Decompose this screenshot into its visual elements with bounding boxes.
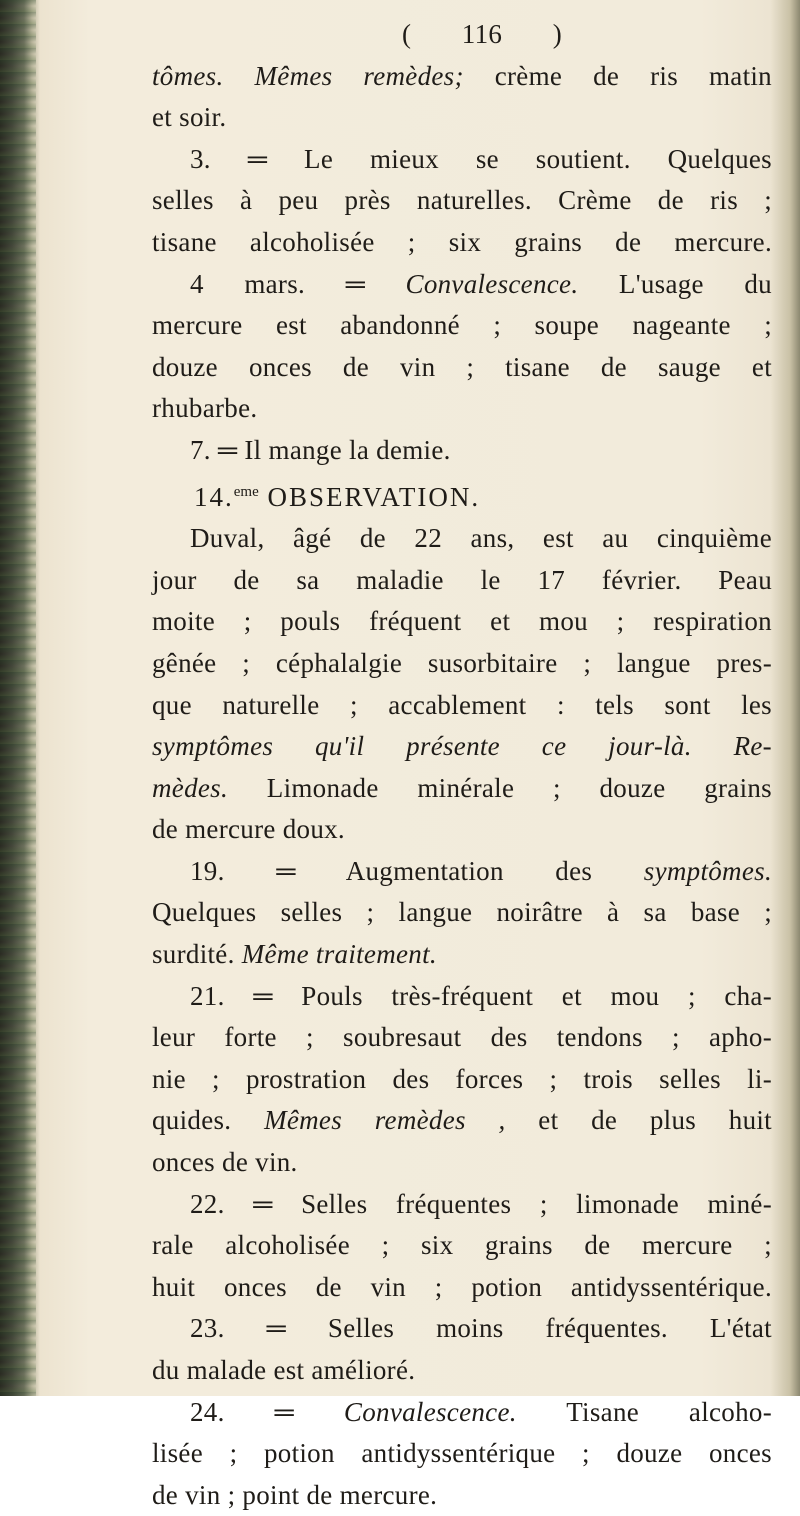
section-heading: 14.$^{eme}$ OBSERVATION. xyxy=(194,481,481,512)
text-line: 4 mars. ═ Convalescence. L'usage du xyxy=(190,268,772,299)
text-line: symptômes qu'il présente ce jour-là. Re- xyxy=(152,731,772,762)
text-line: mercure est abandonné ; soupe nageante ; xyxy=(152,310,772,341)
text-line: quides. Mêmes remèdes , et de plus huit xyxy=(152,1105,772,1136)
text-line: 7. ═ Il mange la demie. xyxy=(190,434,451,465)
text-line: 23. ═ Selles moins fréquentes. L'état xyxy=(190,1313,772,1344)
text-line: et soir. xyxy=(152,102,227,133)
text-line: rhubarbe. xyxy=(152,393,258,424)
text-line: tisane alcoholisée ; six grains de mercure. xyxy=(152,226,772,257)
book-binding-edge xyxy=(0,0,36,1396)
text-line: mèdes. Limonade minérale ; douze grains xyxy=(152,772,772,803)
text-line: lisée ; potion antidyssentérique ; douze onces xyxy=(152,1438,772,1469)
text-line: rale alcoholisée ; six grains de mercure ; xyxy=(152,1230,772,1261)
text-line: tômes. Mêmes remèdes; crème de ris matin xyxy=(152,60,772,91)
text-line: Quelques selles ; langue noirâtre à sa base ; xyxy=(152,897,772,928)
text-line: selles à peu près naturelles. Crème de ris ; xyxy=(152,185,772,216)
text-line: 24. ═ Convalescence. Tisane alcoho- xyxy=(190,1396,772,1427)
text-line: surdité. Même traitement. xyxy=(152,939,437,970)
text-line: de vin ; point de mercure. xyxy=(152,1479,438,1510)
text-line: jour de sa maladie le 17 février. Peau xyxy=(152,564,772,595)
text-line: gênée ; céphalalgie susorbitaire ; langue pres- xyxy=(152,647,772,678)
text-line: moite ; pouls fréquent et mou ; respiration xyxy=(152,606,772,637)
text-line: de mercure doux. xyxy=(152,814,345,845)
page-number: ( 116 ) xyxy=(402,19,562,49)
text-line: 21. ═ Pouls très-fréquent et mou ; cha- xyxy=(190,980,772,1011)
text-line: douze onces de vin ; tisane de sauge et xyxy=(152,351,772,382)
text-line: huit onces de vin ; potion antidyssentérique. xyxy=(152,1271,772,1302)
text-line: que naturelle ; accablement : tels sont les xyxy=(152,689,772,720)
text-line: 3. ═ Le mieux se soutient. Quelques xyxy=(190,143,772,174)
text-line: 19. ═ Augmentation des symptômes. xyxy=(190,855,772,886)
text-line: 22. ═ Selles fréquentes ; limonade miné- xyxy=(190,1188,772,1219)
text-line: onces de vin. xyxy=(152,1147,298,1178)
page-body xyxy=(152,14,772,1516)
text-line: du malade est amélioré. xyxy=(152,1355,416,1385)
text-line: Duval, âgé de 22 ans, est au cinquième xyxy=(190,523,772,554)
text-line: leur forte ; soubresaut des tendons ; apho- xyxy=(152,1022,772,1053)
text-line: nie ; prostration des forces ; trois selles li- xyxy=(152,1063,772,1094)
